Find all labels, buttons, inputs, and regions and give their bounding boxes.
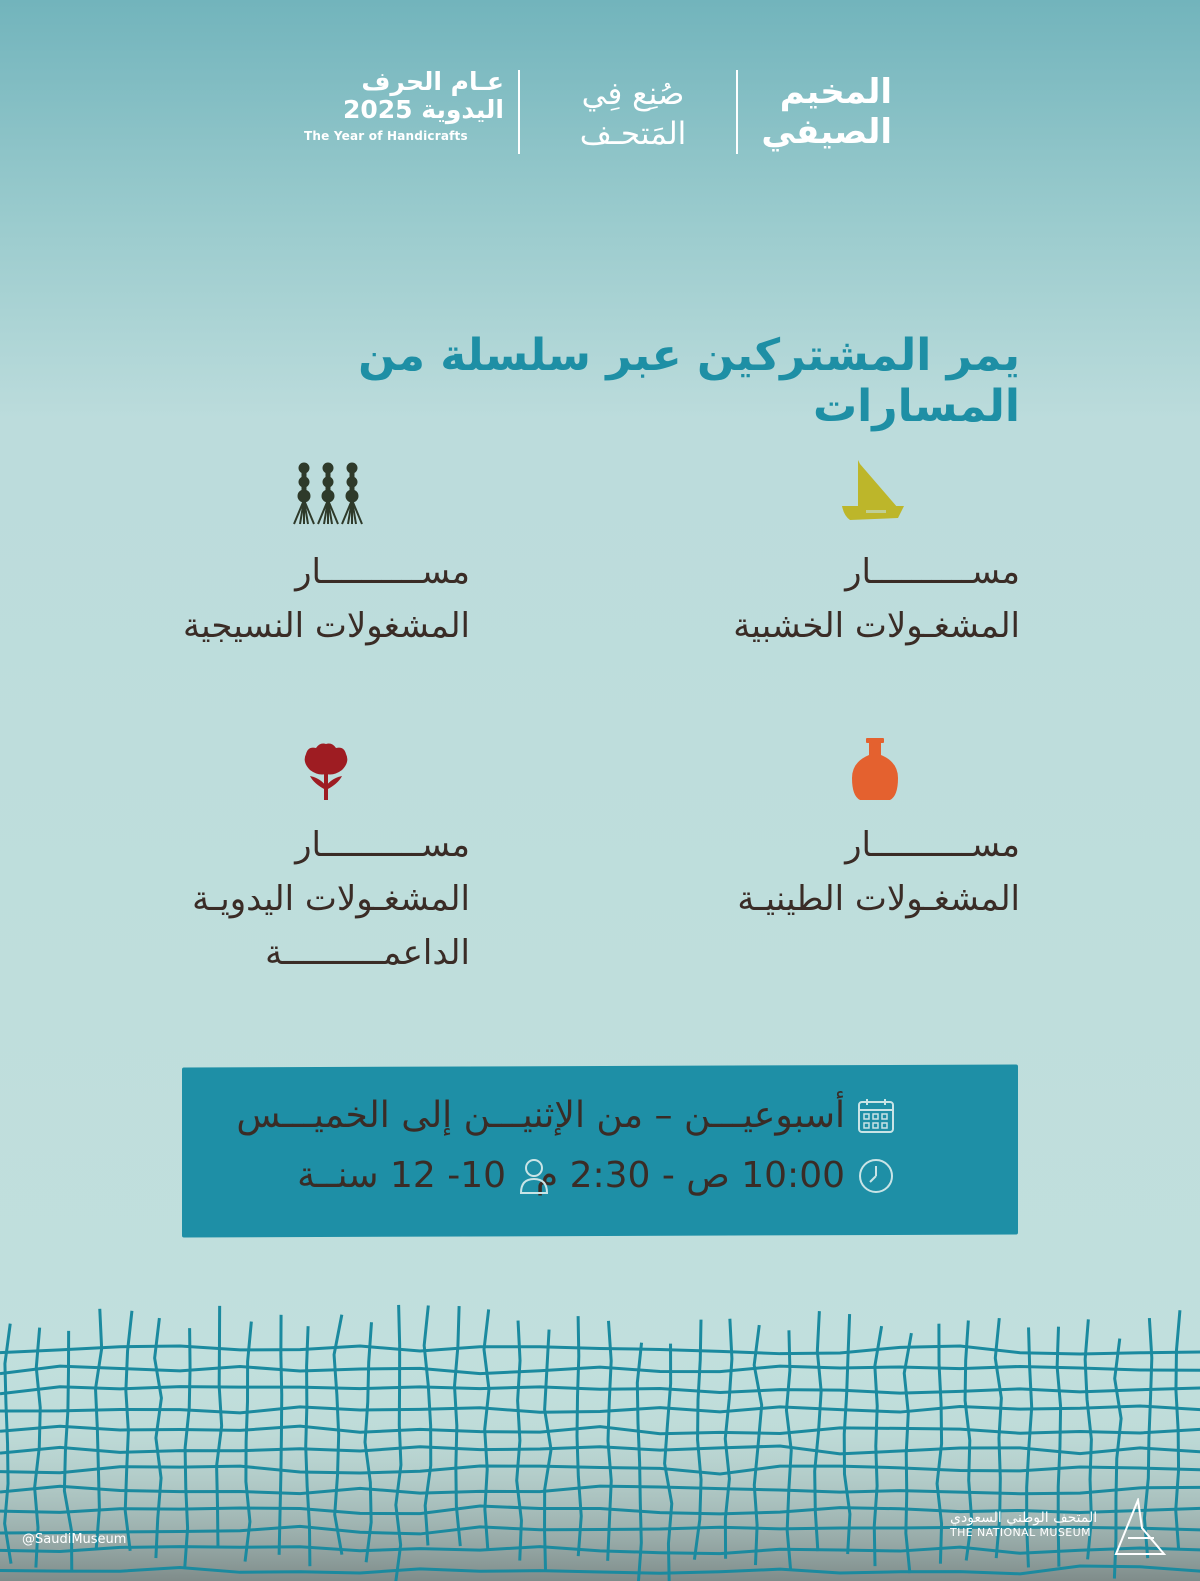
- year-logo-line-2: اليدوية 2025: [343, 95, 504, 124]
- museum-name-english: THE NATIONAL MUSEUM: [950, 1526, 1091, 1539]
- museum-emblem-icon: [1108, 1498, 1168, 1558]
- museum-name-arabic: المتحف الوطني السعودي: [950, 1510, 1098, 1526]
- flower-icon: [300, 740, 352, 802]
- track-clay: [690, 818, 1020, 926]
- track-supporting-crafts: [140, 818, 470, 980]
- header: [0, 60, 1200, 170]
- track-name-line-2: الداعمــــــــــة: [265, 933, 470, 973]
- made-in-museum-logo: [538, 74, 728, 154]
- header-divider: [518, 70, 520, 154]
- made-in-museum-line-1: صُنِع فِي: [581, 76, 685, 112]
- track-woodwork: [690, 545, 1020, 653]
- clock-icon: [857, 1157, 895, 1195]
- schedule-time: [536, 1155, 895, 1196]
- page-title: يمر المشتركين عبر سلسلة من المسارات: [358, 330, 1020, 432]
- track-name: المشغـولات اليدويـة: [192, 879, 470, 919]
- year-of-handicrafts-logo: [304, 68, 504, 144]
- person-icon: [518, 1157, 550, 1195]
- track-name: المشغـولات الطينيـة: [737, 879, 1020, 919]
- dhow-boat-icon: [838, 458, 908, 528]
- track-label: مســــــــــار: [295, 552, 470, 592]
- pottery-vase-icon: [850, 736, 900, 806]
- track-label: مســــــــــار: [845, 825, 1020, 865]
- track-name: المشغـولات الخشبية: [733, 606, 1020, 646]
- track-label: مســــــــــار: [295, 825, 470, 865]
- year-logo-line-1: عـام الحرف: [361, 67, 504, 96]
- time-text: 10:00 ص - 2:30 م: [535, 1155, 845, 1196]
- header-divider: [736, 70, 738, 154]
- track-label: مســــــــــار: [845, 552, 1020, 592]
- duration-text: أسبوعيـــن – من الإثنيـــن إلى الخميـــس: [236, 1095, 845, 1136]
- track-textile: [140, 545, 470, 653]
- schedule-box: [182, 1065, 1018, 1238]
- year-logo-english: The Year of Handicrafts: [304, 129, 468, 143]
- calendar-icon: [857, 1098, 895, 1134]
- social-handle: @SaudiMuseum: [22, 1532, 127, 1547]
- track-name: المشغولات النسيجية: [182, 606, 470, 646]
- ages-text: 10- 12 سنــة: [297, 1155, 506, 1196]
- summer-camp-line-2: الصيفي: [761, 112, 892, 152]
- tassels-icon: [288, 460, 368, 530]
- summer-camp-logo: [752, 72, 892, 152]
- summer-camp-line-1: المخيم: [779, 72, 892, 112]
- schedule-ages: [297, 1155, 550, 1196]
- made-in-museum-line-2: المَتحـف: [579, 116, 687, 152]
- schedule-duration: [236, 1095, 895, 1136]
